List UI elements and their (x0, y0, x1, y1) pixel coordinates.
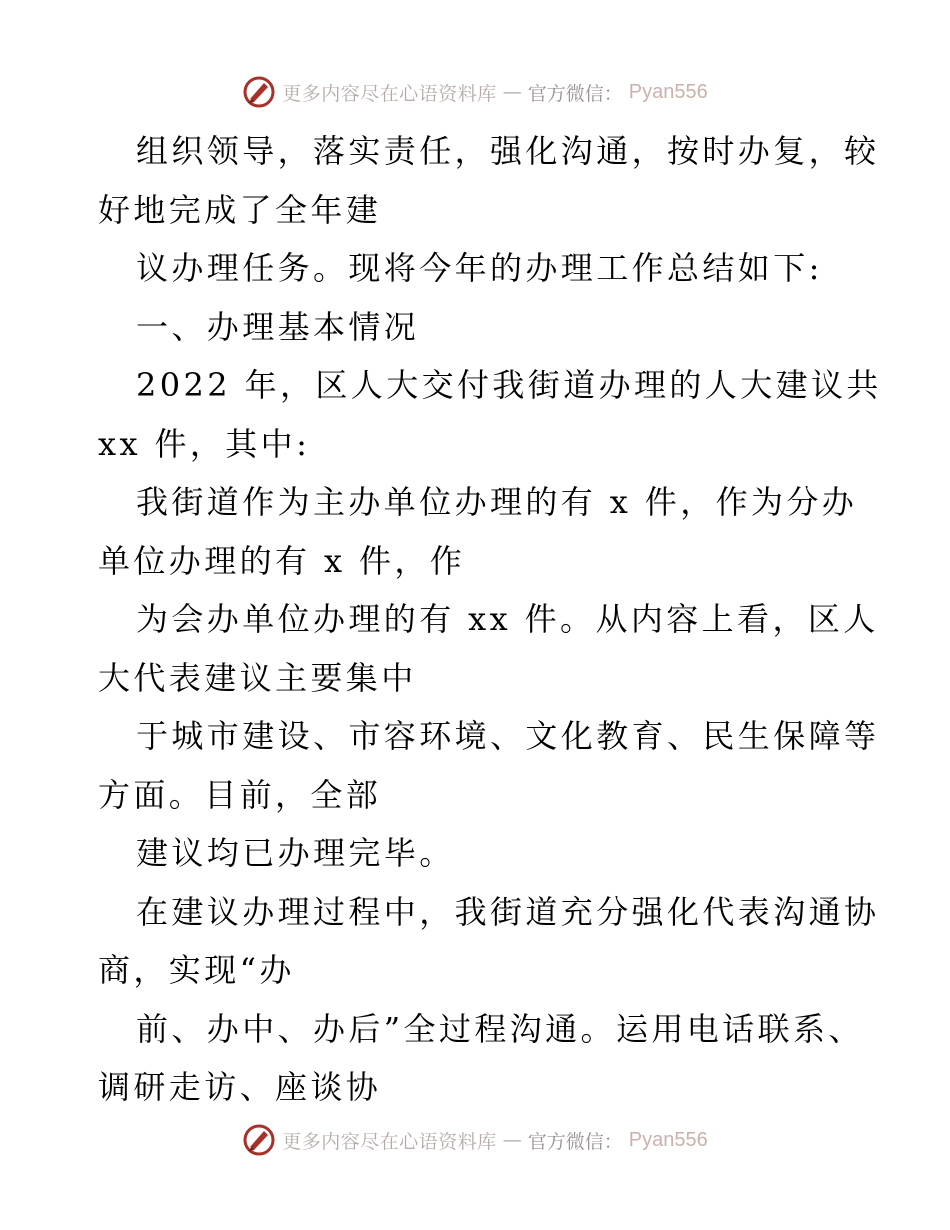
paragraph-line: 建议均已办理完毕。 (136, 834, 455, 872)
banner-separator: — (502, 81, 522, 103)
paragraph-line: 单位办理的有 x 件，作 (98, 541, 466, 580)
banner-wechat-id: Pyan556 (628, 1128, 708, 1151)
paragraph-line: 方面。目前，全部 (98, 775, 382, 814)
banner-wechat-label: 官方微信： (527, 82, 623, 105)
banner-separator: — (502, 1129, 522, 1151)
paragraph-line: 2022 年，区人大交付我街道办理的人大建议共 (136, 366, 882, 404)
paragraph-line: 在建议办理过程中，我街道充分强化代表沟通协 (136, 892, 880, 931)
brand-logo-icon (242, 75, 276, 109)
paragraph-line: 为会办单位办理的有 xx 件。从内容上看，区人 (136, 600, 879, 638)
banner-site-text: 更多内容尽在心语资料库 (282, 82, 497, 105)
banner-wechat-id: Pyan556 (628, 80, 708, 103)
document-body (98, 122, 882, 1117)
banner-site-text: 更多内容尽在心语资料库 (282, 1130, 497, 1153)
paragraph-line: xx 件，其中: (98, 424, 311, 463)
section-heading: 一、办理基本情况 (136, 307, 420, 346)
paragraph-line: 议办理任务。现将今年的办理工作总结如下: (136, 249, 823, 287)
paragraph-line: 大代表建议主要集中 (98, 658, 417, 697)
header-banner (0, 72, 950, 112)
paragraph-line: 好地完成了全年建 (98, 190, 382, 229)
paragraph-line: 于城市建设、市容环境、文化教育、民生保障等 (136, 717, 880, 755)
paragraph-line: 商，实现“办 (98, 951, 295, 989)
paragraph-line: 组织领导，落实责任，强化沟通，按时办复，较 (136, 132, 880, 170)
banner-wechat-label: 官方微信： (527, 1130, 623, 1153)
paragraph-line: 调研走访、座谈协 (98, 1068, 382, 1106)
paragraph-line: 我街道作为主办单位办理的有 x 件，作为分办 (136, 483, 858, 521)
brand-logo-icon (242, 1123, 276, 1157)
footer-banner (0, 1120, 950, 1160)
paragraph-line: 前、办中、办后”全过程沟通。运用电话联系、 (136, 1009, 864, 1048)
